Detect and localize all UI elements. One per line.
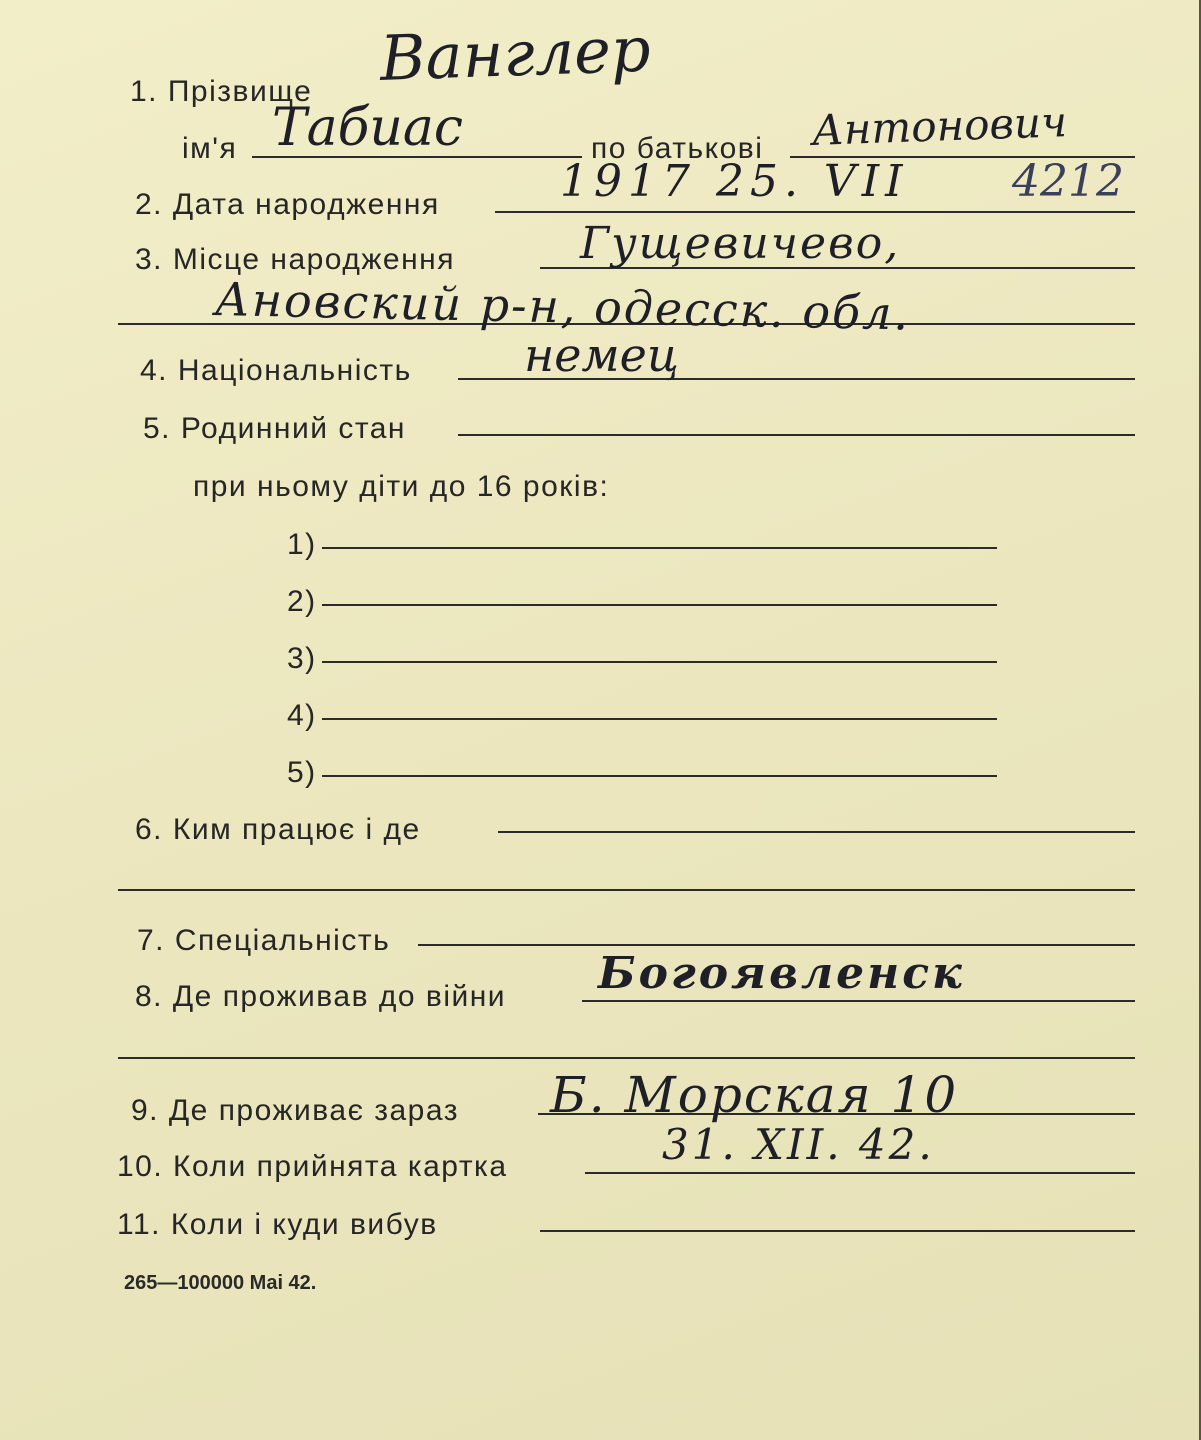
family-status-label: 5. Родинний стан: [143, 412, 406, 445]
child-5-label: 5): [287, 756, 317, 789]
card-date-label: 10. Коли прийнята картка: [117, 1150, 508, 1183]
child-3-line: [322, 661, 997, 663]
departure-label: 11. Коли і куди вибув: [117, 1208, 438, 1241]
card-date-line: [585, 1172, 1135, 1174]
family-status-line: [458, 434, 1135, 436]
birth-place-value-2[interactable]: Ановский р-н, одесск. обл.: [214, 272, 911, 341]
child-4-line: [322, 718, 997, 720]
prewar-residence-label: 8. Де проживав до війни: [135, 980, 507, 1013]
nationality-value[interactable]: немец: [524, 328, 679, 382]
current-residence-label: 9. Де проживає зараз: [131, 1094, 459, 1127]
first-name-value[interactable]: Табиас: [272, 98, 464, 158]
speciality-label: 7. Спеціальність: [137, 924, 391, 957]
first-name-label: ім'я: [182, 132, 238, 165]
patronymic-label: по батькові: [591, 132, 764, 165]
child-5-line: [322, 775, 997, 777]
child-3-label: 3): [287, 642, 317, 675]
prewar-residence-line-1: [582, 1000, 1135, 1002]
nationality-label: 4. Національність: [140, 354, 412, 387]
current-residence-value[interactable]: Б. Морская 10: [550, 1066, 959, 1124]
birth-date-line: [495, 211, 1135, 213]
children-label: при ньому діти до 16 років:: [193, 470, 610, 503]
birth-place-value-1[interactable]: Гущевичево,: [580, 218, 901, 269]
child-4-label: 4): [287, 699, 317, 732]
print-mark: 265—100000 Mai 42.: [124, 1272, 317, 1294]
work-line-1: [498, 831, 1135, 833]
child-1-line: [322, 547, 997, 549]
birth-date-value[interactable]: 1917 25. VII: [560, 156, 909, 207]
departure-line: [540, 1230, 1135, 1232]
birth-date-label: 2. Дата народження: [135, 188, 440, 221]
card-date-value[interactable]: 31. XII. 42.: [662, 1120, 935, 1169]
prewar-residence-line-2: [118, 1057, 1135, 1059]
patronymic-value[interactable]: Антонович: [811, 97, 1068, 155]
card-number-value[interactable]: 4212: [1012, 156, 1124, 207]
child-1-label: 1): [287, 528, 317, 561]
prewar-residence-value[interactable]: Богоявленск: [598, 948, 965, 999]
surname-value[interactable]: Ванглер: [378, 12, 652, 95]
birth-place-label: 3. Місце народження: [135, 243, 455, 276]
speciality-line: [418, 944, 1135, 946]
work-label: 6. Ким працює і де: [135, 813, 421, 846]
surname-label: 1. Прізвище: [130, 75, 313, 108]
work-line-2: [118, 889, 1135, 891]
child-2-line: [322, 604, 997, 606]
child-2-label: 2): [287, 585, 317, 618]
